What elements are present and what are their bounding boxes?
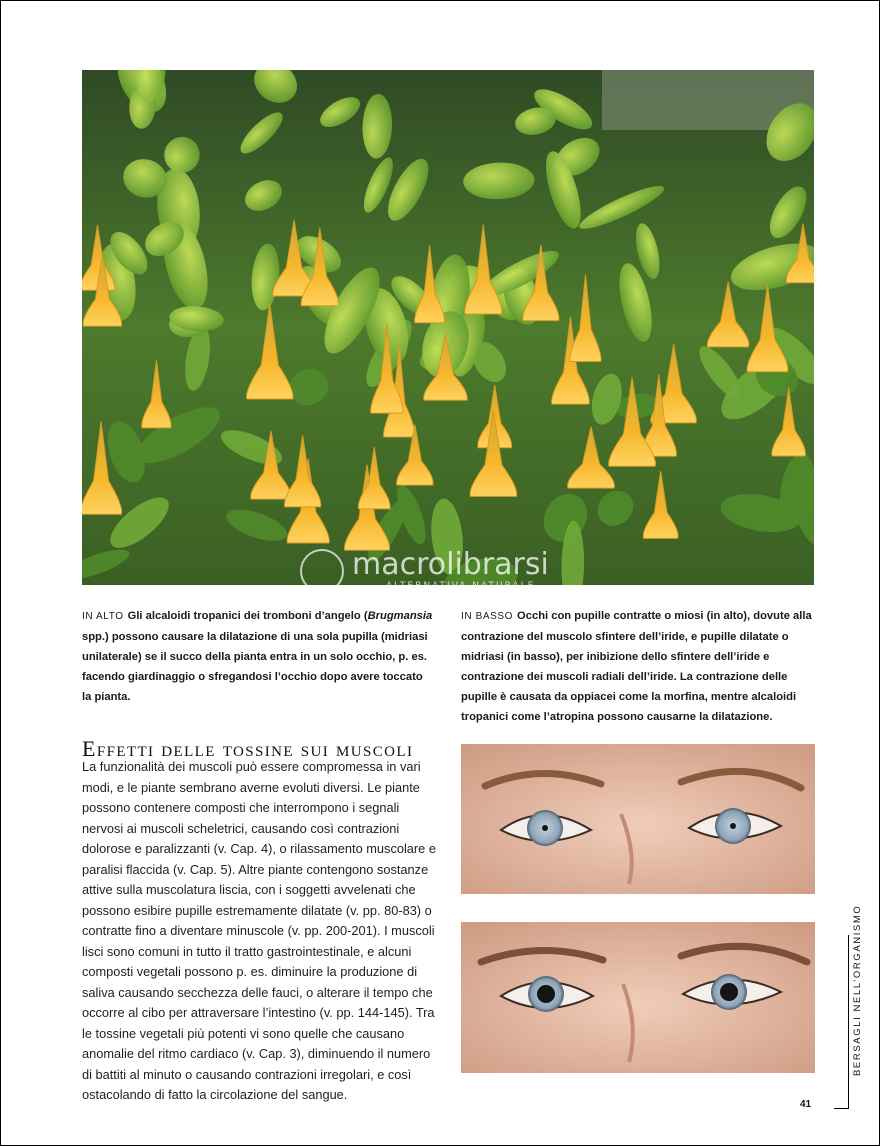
watermark-tagline: ALTERNATIVA NATURALE [386, 581, 536, 591]
caption-eye-photos [461, 606, 816, 727]
caption-top-photo [82, 606, 434, 707]
eyes-illustration [461, 922, 815, 1073]
caption-text: spp.) possono causare la dilatazione di una sola pupilla (midriasi unilaterale) se il succo della pianta entra in un solo occhio, p. es. facendo giardinaggio o sfregandosi l’occhio dopo avere toccato la pianta. [82, 631, 428, 703]
caption-italic: Brugmansia [367, 610, 433, 622]
side-rule [848, 935, 849, 1109]
side-tick [834, 1108, 849, 1109]
caption-lead: IN ALTO [82, 611, 124, 622]
section-side-label: BERSAGLI NELL’ORGANISMO [852, 904, 863, 1076]
body-paragraph: La funzionalità dei muscoli può essere compromessa in vari modi, e le piante sembrano averne evoluti diversi. Le piante possono contenere composti che interrompono i segnali nervosi ai muscoli scheletrici, causando così contrazioni dolorose e paralizzanti (v. Cap. 4), o rilassamento muscolare e paralisi flaccida (v. Cap. 5). Altre piante contengono sostanze attive sulla muscolatura liscia, con i soggetti avvelenati che possono esibire pupille estremamente dilatate (v. pp. 80-83) o contratte fino a diventare minuscole (v. pp. 200-201). I muscoli lisci sono comuni in tutto il tratto gastrointestinale, e alcuni composti vegetali possono p. es. diminuire la produzione di saliva causando secchezza delle fauci, o alterare il tempo che occorre al cibo per attraversare l’intestino (v. pp. 144-145). Tra le tossine vegetali più potenti vi sono quelle che causano anomalie del ritmo cardiaco (v. Cap. 3), diminuendo il numero di battiti al minuto o causando contrazioni irregolari, e così ostacolando di fatto la circolazione del sangue. [82, 759, 436, 1102]
eyes-miosis-photo [461, 744, 815, 894]
brugmansia-illustration [82, 70, 814, 585]
watermark-brand: macrolibrarsi [352, 547, 549, 582]
eyes-mydriasis-photo [461, 922, 815, 1073]
brugmansia-photo [82, 70, 814, 585]
eyes-illustration [461, 744, 815, 894]
section-title: Effetti delle tossine sui muscoli [82, 736, 414, 761]
caption-lead: IN BASSO [461, 611, 514, 622]
watermark [300, 545, 600, 595]
watermark-logo-icon [300, 549, 344, 593]
page-number: 41 [800, 1099, 812, 1110]
caption-text: Gli alcaloidi tropanici dei tromboni d’angelo ( [127, 610, 368, 622]
caption-text: Occhi con pupille contratte o miosi (in alto), dovute alla contrazione del muscolo sfintere dell’iride, e pupille dilatate o midriasi (in basso), per inibizione dello sfintere dell’iride e contrazione dei muscoli radiali dell’iride. La contrazione delle pupille è causata da oppiacei come la morfina, mentre alcaloidi tropanici come l’atropina possono causarne la dilatazione. [461, 610, 812, 723]
